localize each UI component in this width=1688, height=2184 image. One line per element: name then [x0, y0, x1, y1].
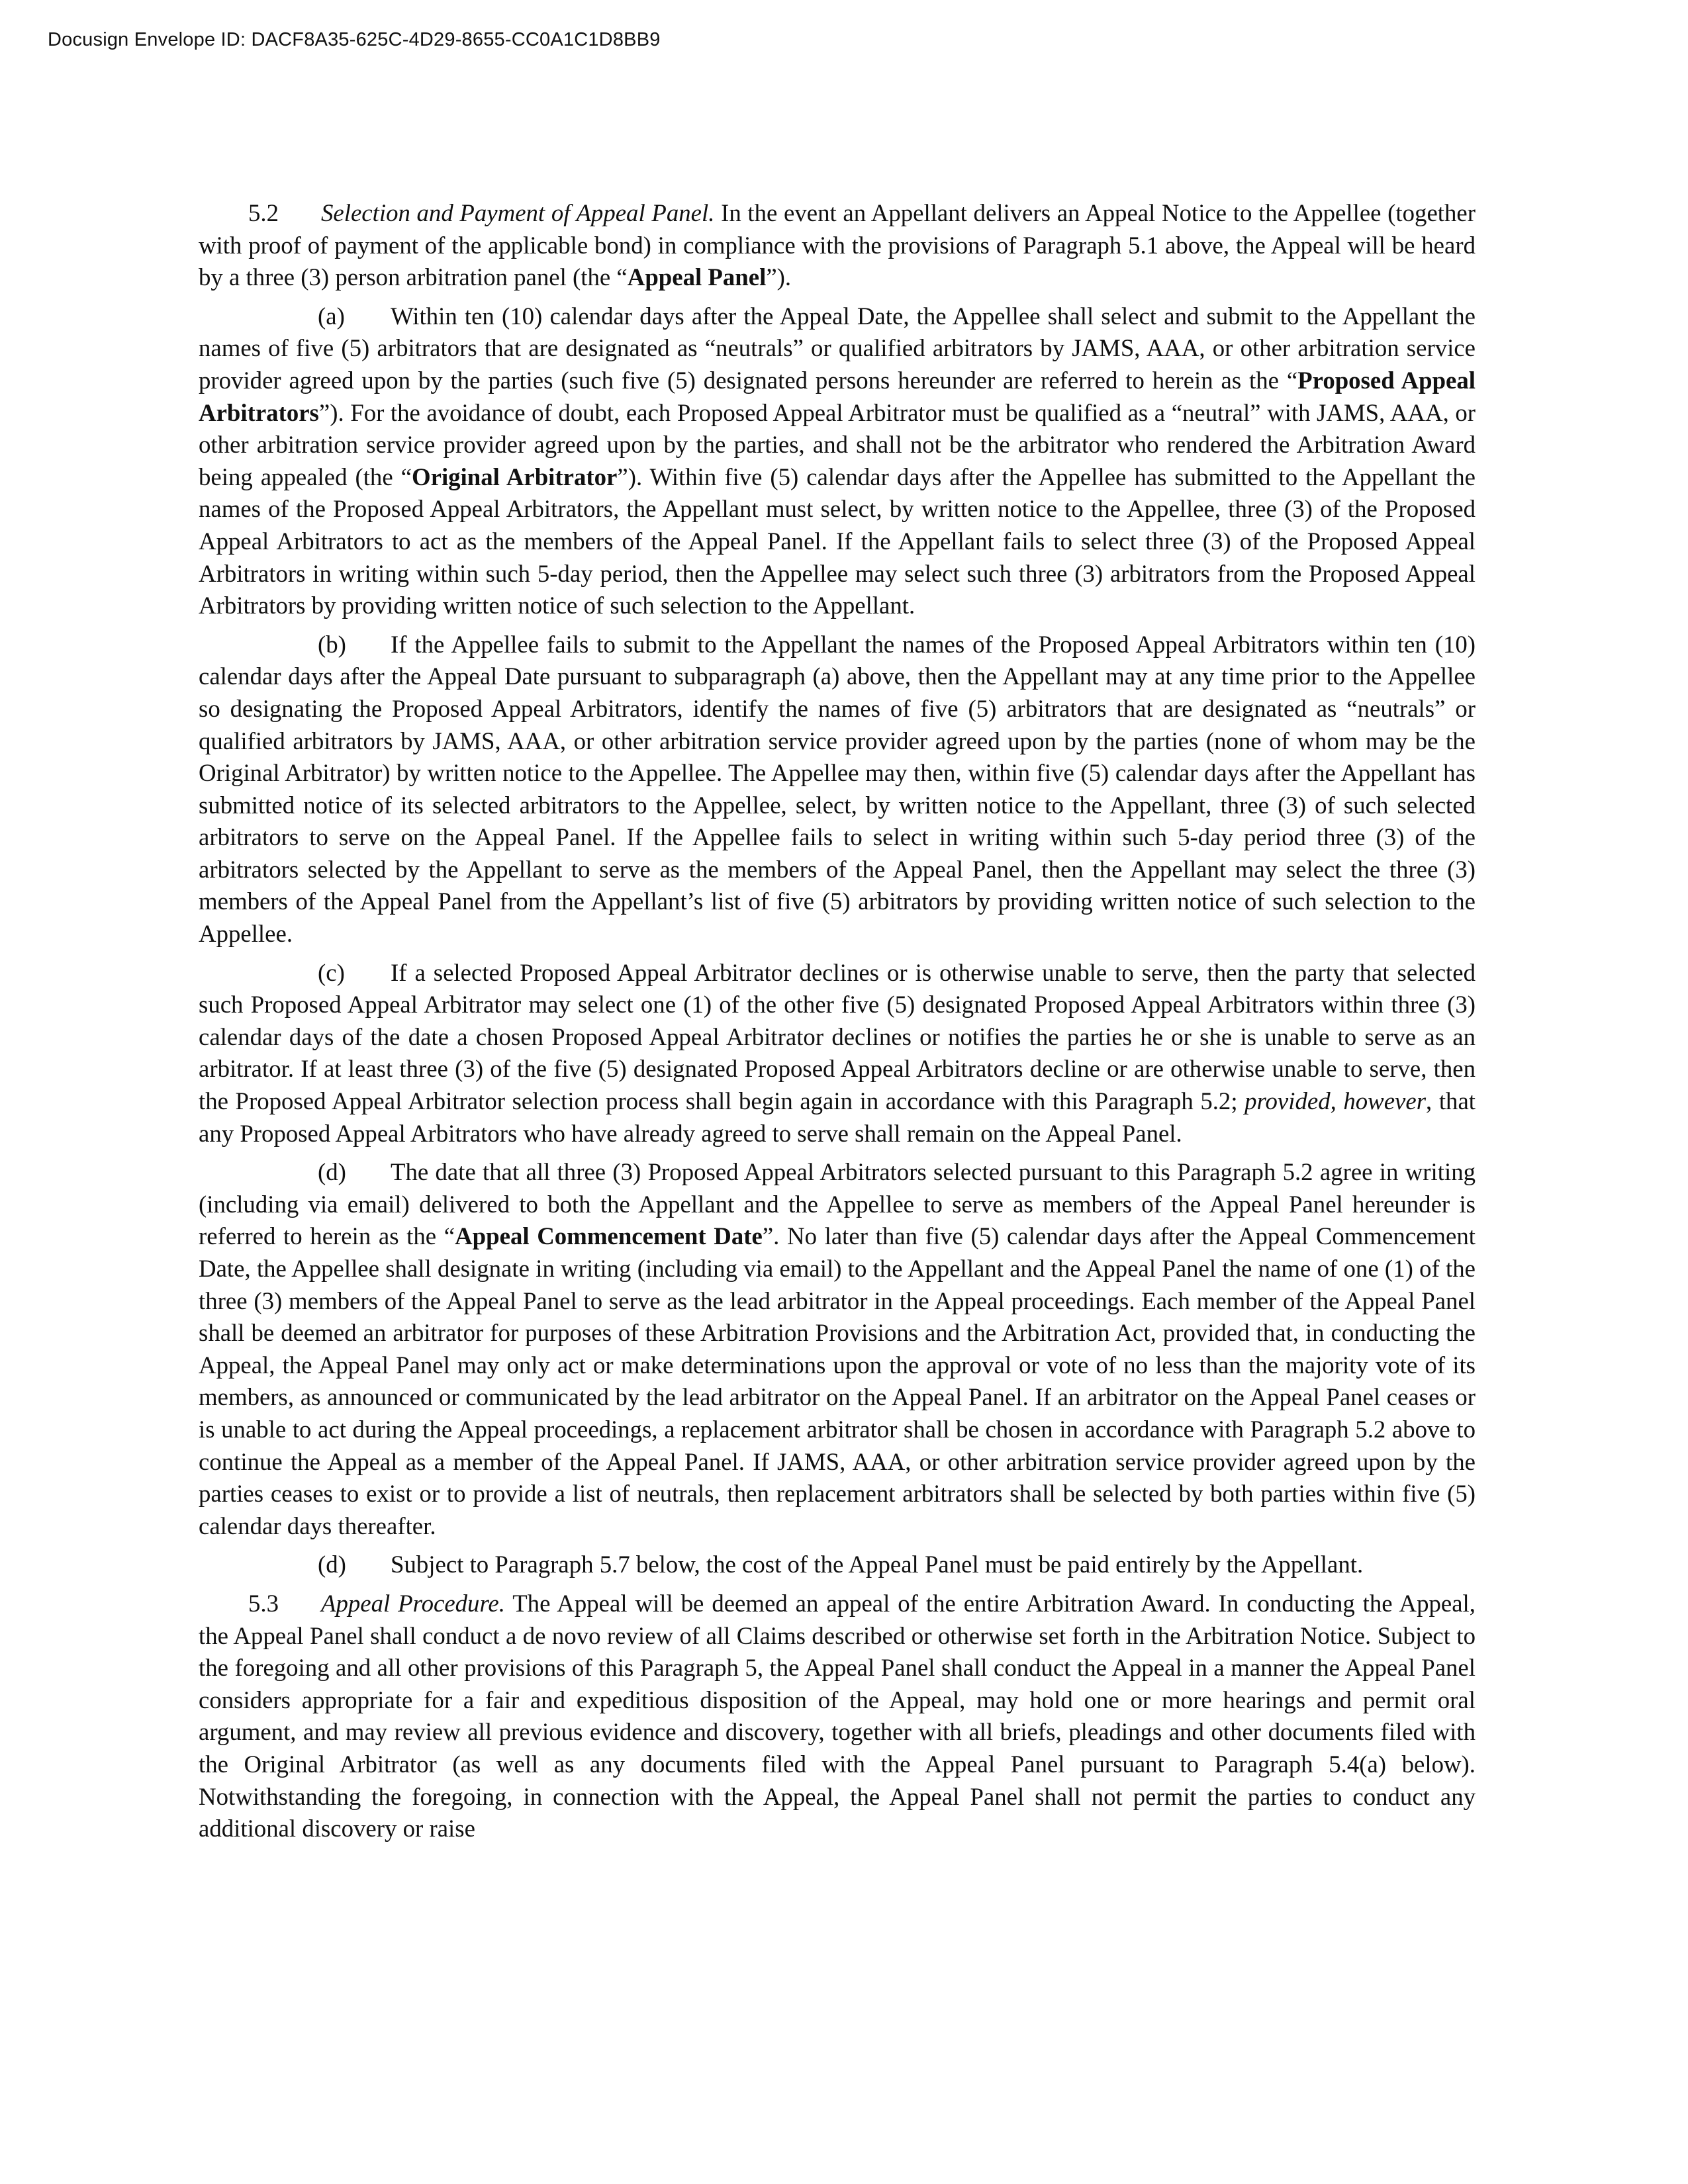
- subparagraph-label: (d): [318, 1158, 346, 1186]
- paragraph-text: , that any Proposed Appeal Arbitrators who have already agreed to serve shall remain on the Appeal Panel.: [199, 1087, 1476, 1147]
- paragraph-text: In the event an Appellant delivers an Appeal Notice to the Appellee (together with proof of payment of the applicable bond) in compliance with the provisions of Paragraph 5.1 above, the Appeal will be heard by a three (3) person arbitration panel (the “: [199, 199, 1476, 291]
- document-body: [199, 197, 1476, 1852]
- paragraph-text: If the Appellee fails to submit to the Appellant the names of the Proposed Appeal Arbitrators within ten (10) calendar days after the Appeal Date pursuant to subparagraph (a) above, then the Appellant may at any time prior to the Appellee so designating the Proposed Appeal Arbitrators, identify the names of five (5) arbitrators that are designated as “neutrals” or qualified arbitrators by JAMS, AAA, or other arbitration service provider agreed upon by the parties (none of whom may be the Original Arbitrator) by written notice to the Appellee. The Appellee may then, within five (5) calendar days after the Appellant has submitted notice of its selected arbitrators to the Appellee, select, by written notice to the Appellant, three (3) of such selected arbitrators to serve on the Appeal Panel. If the Appellee fails to select in writing within such 5-day period three (3) of the arbitrators selected by the Appellant to serve as the members of the Appeal Panel, then the Appellant may select the three (3) members of the Appeal Panel from the Appellant’s list of five (5) arbitrators by providing written notice of such selection to the Appellee.: [199, 630, 1476, 948]
- defined-term: Proposed Appeal Arbitrators: [199, 366, 1476, 426]
- subparagraph-label: (a): [318, 302, 345, 330]
- subparagraph-label: (d): [318, 1551, 346, 1578]
- section-heading: Appeal Procedure.: [321, 1589, 505, 1617]
- paragraph-text: ”). For the avoidance of doubt, each Proposed Appeal Arbitrator must be qualified as a “neutral” with JAMS, AAA, or other arbitration service provider agreed upon by the parties, and shall not be the arbitrator who rendered the Arbitration Award being appealed (the “: [199, 398, 1476, 490]
- paragraph-text: If a selected Proposed Appeal Arbitrator declines or is otherwise unable to serve, then the party that selected such Proposed Appeal Arbitrator may select one (1) of the other five (5) designated Proposed Appeal Arbitrators within three (3) calendar days of the date a chosen Proposed Appeal Arbitrator declines or notifies the parties he or she is unable to serve as an arbitrator. If at least three (3) of the five (5) designated Proposed Appeal Arbitrators decline or are otherwise unable to serve, then the Proposed Appeal Arbitrator selection process shall begin again in accordance with this Paragraph 5.2;: [199, 958, 1476, 1115]
- paragraph-text: The Appeal will be deemed an appeal of the entire Arbitration Award. In conducting the Appeal, the Appeal Panel shall conduct a de novo review of all Claims described or otherwise set forth in the Arbitration Notice. Subject to the foregoing and all other provisions of this Paragraph 5, the Appeal Panel shall conduct the Appeal in a manner the Appeal Panel considers appropriate for a fair and expeditious disposition of the Appeal, may hold one or more hearings and permit oral argument, and may review all previous evidence and discovery, together with all briefs, pleadings and other documents filed with the Original Arbitrator (as well as any documents filed with the Appeal Panel pursuant to Paragraph 5.4(a) below). Notwithstanding the foregoing, in connection with the Appeal, the Appeal Panel shall not permit the parties to conduct any additional discovery or raise: [199, 1589, 1476, 1843]
- subparagraph-label: (c): [318, 958, 345, 986]
- subparagraph-d-commencement: [199, 1156, 1476, 1542]
- defined-term: Appeal Panel: [627, 263, 767, 291]
- paragraph-text: ”. No later than five (5) calendar days after the Appeal Commencement Date, the Appellee shall designate in writing (including via email) to the Appellant and the Appeal Panel the name of one (1) of the three (3) members of the Appeal Panel to serve as the lead arbitrator in the Appeal proceedings. Each member of the Appeal Panel shall be deemed an arbitrator for purposes of these Arbitration Provisions and the Arbitration Act, provided that, in conducting the Appeal, the Appeal Panel may only act or make determinations upon the approval or vote of no less than the majority vote of its members, as announced or communicated by the lead arbitrator on the Appeal Panel. If an arbitrator on the Appeal Panel ceases or is unable to act during the Appeal proceedings, a replacement arbitrator shall be chosen in accordance with Paragraph 5.2 above to continue the Appeal as a member of the Appeal Panel. If JAMS, AAA, or other arbitration service provider agreed upon by the parties ceases to exist or to provide a list of neutrals, then replacement arbitrators shall be selected by both parties within five (5) calendar days thereafter.: [199, 1222, 1476, 1539]
- subparagraph-c: [199, 957, 1476, 1150]
- section-heading: Selection and Payment of Appeal Panel.: [321, 199, 715, 226]
- defined-term: Appeal Commencement Date: [455, 1222, 763, 1250]
- docusign-envelope-id: Docusign Envelope ID: DACF8A35-625C-4D29-8655-CC0A1C1D8BB9: [48, 29, 661, 50]
- paragraph-5-2: [199, 197, 1476, 294]
- defined-term: Original Arbitrator: [411, 463, 618, 490]
- paragraph-text: Subject to Paragraph 5.7 below, the cost of the Appeal Panel must be paid entirely by the Appellant.: [391, 1551, 1364, 1578]
- subparagraph-b: [199, 629, 1476, 950]
- section-number: 5.3: [248, 1589, 279, 1617]
- subparagraph-d-cost: [199, 1549, 1476, 1581]
- subparagraph-label: (b): [318, 630, 346, 658]
- italic-phrase: provided, however: [1244, 1087, 1427, 1115]
- paragraph-text: The date that all three (3) Proposed Appeal Arbitrators selected pursuant to this Paragraph 5.2 agree in writing (including via email) delivered to both the Appellant and the Appellee to serve as members of the Appeal Panel hereunder is referred to herein as the “: [199, 1158, 1476, 1250]
- section-number: 5.2: [248, 199, 279, 226]
- paragraph-text: Within ten (10) calendar days after the Appeal Date, the Appellee shall select and submit to the Appellant the names of five (5) arbitrators that are designated as “neutrals” or qualified arbitrators by JAMS, AAA, or other arbitration service provider agreed upon by the parties (such five (5) designated persons hereunder are referred to herein as the “: [199, 302, 1476, 394]
- paragraph-text: ”).: [766, 263, 792, 291]
- subparagraph-a: [199, 300, 1476, 622]
- paragraph-5-3: [199, 1588, 1476, 1845]
- paragraph-text: ”). Within five (5) calendar days after the Appellee has submitted to the Appellant the names of the Proposed Appeal Arbitrators, the Appellant must select, by written notice to the Appellee, three (3) of the Proposed Appeal Arbitrators to act as the members of the Appeal Panel. If the Appellant fails to select three (3) of the Proposed Appeal Arbitrators in writing within such 5-day period, then the Appellee may select such three (3) arbitrators from the Proposed Appeal Arbitrators by providing written notice of such selection to the Appellant.: [199, 463, 1476, 619]
